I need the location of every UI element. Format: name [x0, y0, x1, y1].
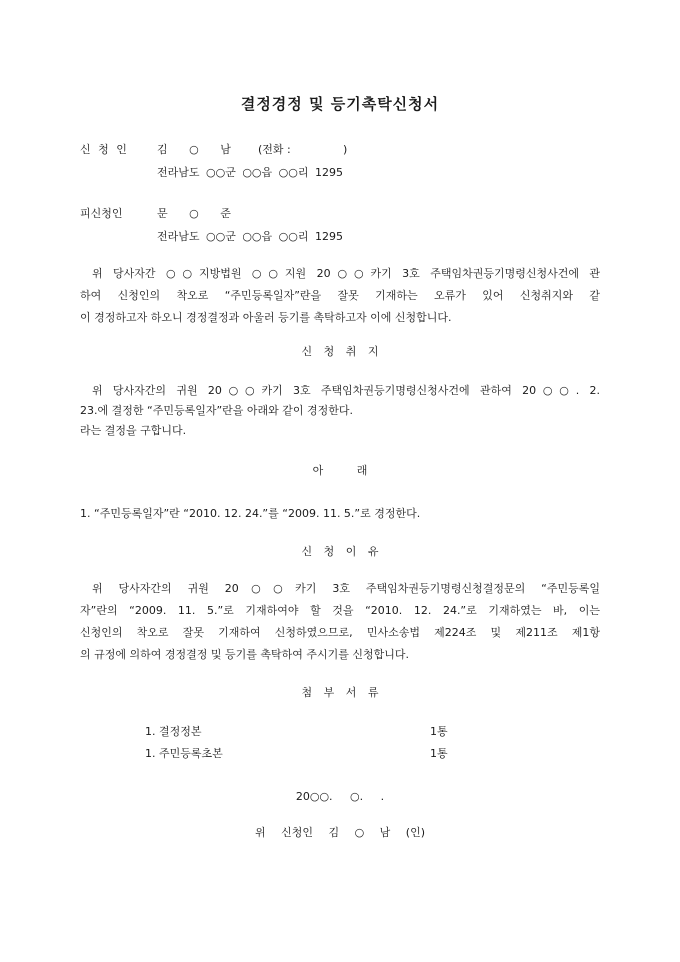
- document-date: 20○○. ○. .: [295, 790, 385, 803]
- purpose-line: 23.에 결정한 “주민등록일자”란을 아래와 같이 경정한다.: [80, 404, 354, 417]
- section-heading-purpose: 신 청 취 지: [301, 345, 379, 358]
- intro-line: 위 당사자간 ○○지방법원 ○○지원 20○○카기 3호 주택임차권등기명령신청사건에 관: [92, 267, 600, 280]
- reason-line: 의 규정에 의하여 경정결정 및 등기를 촉탁하여 주시기를 신청합니다.: [80, 648, 409, 661]
- attachment-label: 1. 결정정본: [145, 725, 202, 738]
- applicant-role: 신 청 인: [80, 143, 129, 156]
- signature-line: 위 신청인 김 ○ 남 (인): [254, 826, 426, 839]
- purpose-line: 위 당사자간의 귀원 20○○카기 3호 주택임차권등기명령신청사건에 관하여 20○○. 2.: [92, 384, 600, 397]
- section-heading-reason: 신 청 이 유: [301, 545, 379, 558]
- applicant-name: 김 ○ 남: [157, 143, 231, 156]
- respondent-address: 전라남도 ○○군 ○○읍 ○○리 1295: [157, 230, 343, 243]
- applicant-phone-close: ): [343, 143, 348, 156]
- reason-line: 위 당사자간의 귀원 20○○카기 3호 주택임차권등기명령신청결정문의 “주민등록일: [92, 582, 600, 595]
- reason-line: 신청인의 착오로 잘못 기재하여 신청하였으므로, 민사소송법 제224조 및 제211조 제1항: [80, 626, 600, 639]
- attachment-count: 1통: [430, 725, 448, 738]
- applicant-address: 전라남도 ○○군 ○○읍 ○○리 1295: [157, 166, 343, 179]
- respondent-role: 피신청인: [80, 207, 123, 220]
- intro-line: 이 경정하고자 하오니 경정결정과 아울러 등기를 촉탁하고자 이에 신청합니다.: [80, 311, 452, 324]
- section-heading-attachments: 첨 부 서 류: [301, 686, 379, 699]
- applicant-phone-label: (전화 :: [258, 143, 291, 156]
- purpose-line: 라는 결정을 구합니다.: [80, 424, 187, 437]
- reason-line: 자”란의 “2009. 11. 5.”로 기재하여야 할 것을 “2010. 12. 24.”로 기재하였는 바, 이는: [80, 604, 600, 617]
- correction-item: 1. “주민등록일자”란 “2010. 12. 24.”를 “2009. 11. 5.”로 경정한다.: [80, 507, 421, 520]
- purpose-paragraph: [80, 381, 600, 441]
- attachment-count: 1통: [430, 747, 448, 760]
- reason-paragraph: [80, 578, 600, 666]
- respondent-name: 문 ○ 준: [157, 207, 231, 220]
- document-title: 결정경정 및 등기촉탁신청서: [240, 95, 440, 113]
- section-heading-below: 아 래: [312, 464, 368, 477]
- intro-paragraph: [80, 263, 600, 329]
- intro-line: 하여 신청인의 착오로 “주민등록일자”란을 잘못 기재하는 오류가 있어 신청취지와 같: [80, 289, 600, 302]
- attachment-label: 1. 주민등록초본: [145, 747, 223, 760]
